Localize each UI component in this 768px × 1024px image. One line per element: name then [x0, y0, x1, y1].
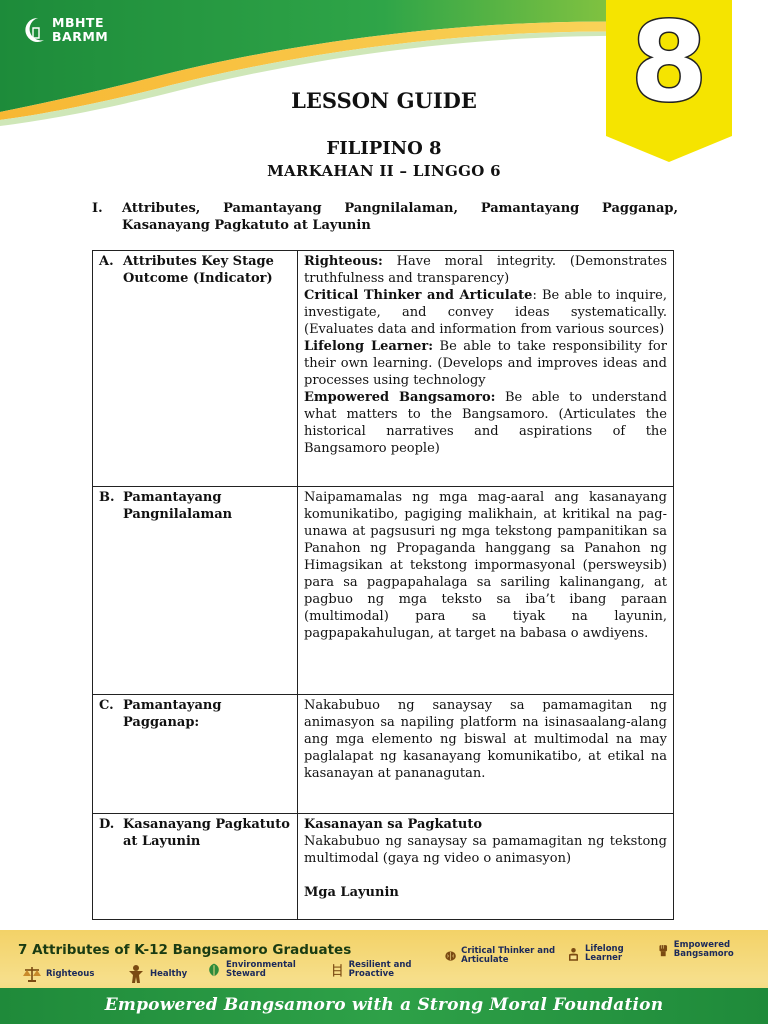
footer-title: 7 Attributes of K-12 Bangsamoro Graduates [18, 942, 352, 958]
table-row [93, 487, 674, 695]
row-label [93, 814, 298, 920]
attribute-label: Healthy [150, 968, 188, 979]
attribute-badge [444, 946, 556, 966]
ladder-icon [330, 960, 345, 980]
row-value [298, 251, 674, 487]
table-row [93, 251, 674, 487]
logo-line2: BARMM [52, 29, 109, 44]
footer-banner [0, 930, 768, 1024]
attribute-term: Lifelong Learner: [304, 339, 434, 354]
attribute-badge [330, 960, 430, 980]
attribute-item [304, 287, 667, 338]
attribute-badge [126, 964, 187, 984]
attribute-text: Be able to take responsibility for their own learning. (Develops and improves ideas and processes using technology [304, 339, 667, 388]
section-heading-text: Attributes, Pamantayang Pangnilalaman, Pamantayang Pagganap, Kasanayang Pagkatuto at Layunin [122, 201, 678, 233]
row-label-text: Pamantayang Pangnilalaman [123, 490, 233, 522]
row-value: Naipamamalas ng mga mag-aaral ang kasanayang komunikatibo, pagiging malikhain, at kritikal na pag-unawa at pagsusuri ng mga tekstong pampanitikan sa Panahon ng Propaganda hanggang sa Panahon ng Himagsikan at tekstong impormasyonal (persweysib) para sa pagpapahalaga sa sariling kalinangang, at pagbuo ng mga teksto sa iba’t ibang paraan (multimodal) para sa tiyak na layunin, pagpapakahulugan, at target na babasa o awdiyens. [298, 487, 674, 695]
row-label-text: Attributes Key Stage Outcome (Indicator) [123, 254, 274, 286]
row-label-text: Kasanayang Pagkatuto at Layunin [123, 817, 290, 849]
row-value [298, 814, 674, 920]
section-number: I. [92, 201, 103, 216]
attribute-term: Critical Thinker and Articulate [304, 288, 533, 303]
row-letter: D. [99, 817, 115, 832]
row-subheading: Mga Layunin [304, 885, 399, 900]
slogan-bar [0, 988, 768, 1024]
attribute-term: Empowered Bangsamoro: [304, 390, 496, 405]
person-icon [126, 964, 146, 984]
table-row [93, 814, 674, 920]
row-label [93, 695, 298, 814]
brain-icon [444, 946, 457, 966]
page-title: LESSON GUIDE [291, 88, 477, 113]
fist-icon [656, 940, 670, 960]
leaf-icon [206, 960, 222, 980]
learner-icon [566, 944, 581, 964]
lesson-guide-table [92, 250, 674, 920]
row-value: Nakabubuo ng sanaysay sa pamamagitan ng animasyon sa napiling platform na isinasaalang-alang ang mga elemento ng biswal at multimodal na may paglalapat ng kasanayang komunikatibo, at etikal na kasanayan at pananagutan. [298, 695, 674, 814]
logo-line1: MBHTE [52, 15, 104, 30]
row-label [93, 251, 298, 487]
attribute-label: Critical Thinker and Articulate [461, 946, 556, 965]
crescent-logo-icon [24, 16, 46, 44]
attribute-label: Righteous [46, 968, 95, 979]
mbhte-logo [24, 16, 108, 44]
attribute-item [304, 253, 667, 287]
row-label-text: Pamantayang Pagganap: [123, 698, 222, 730]
attribute-item [304, 338, 667, 389]
attribute-badge [566, 944, 644, 964]
quarter-week-title: MARKAHAN II – LINGGO 6 [267, 162, 501, 180]
row-letter: C. [99, 698, 114, 713]
grade-number: 8 [630, 0, 708, 126]
attribute-text: Have moral integrity. (Demonstrates truthfulness and transparency) [304, 254, 667, 286]
table-row [93, 695, 674, 814]
attribute-text: : Be able to inquire, investigate, and convey ideas systematically. (Evaluates data and information from various sources) [304, 288, 667, 337]
subject-title: FILIPINO 8 [326, 138, 442, 159]
slogan-text: Empowered Bangsamoro with a Strong Moral Foundation [104, 995, 664, 1015]
attribute-label: Empowered Bangsamoro [673, 940, 734, 959]
attribute-text: Be able to understand what matters to the Bangsamoro. (Articulates the historical narratives and aspirations of the Bangsamoro people) [304, 390, 667, 456]
row-letter: B. [99, 490, 115, 505]
attribute-item [304, 389, 667, 457]
attribute-label: Lifelong Learner [584, 944, 624, 963]
attribute-badge [656, 940, 756, 960]
section-heading [92, 200, 678, 234]
attribute-label: Environmental Steward [226, 960, 296, 979]
attribute-label: Resilient and Proactive [348, 960, 412, 979]
row-text: Nakabubuo ng sanaysay sa pamamagitan ng tekstong multimodal (gaya ng video o animasyon) [304, 834, 667, 866]
scales-icon [22, 964, 42, 984]
row-letter: A. [99, 254, 114, 269]
attribute-term: Righteous: [304, 254, 383, 269]
attribute-badge [22, 964, 94, 984]
row-label [93, 487, 298, 695]
row-subheading: Kasanayan sa Pagkatuto [304, 817, 483, 832]
attribute-badge [206, 960, 316, 980]
